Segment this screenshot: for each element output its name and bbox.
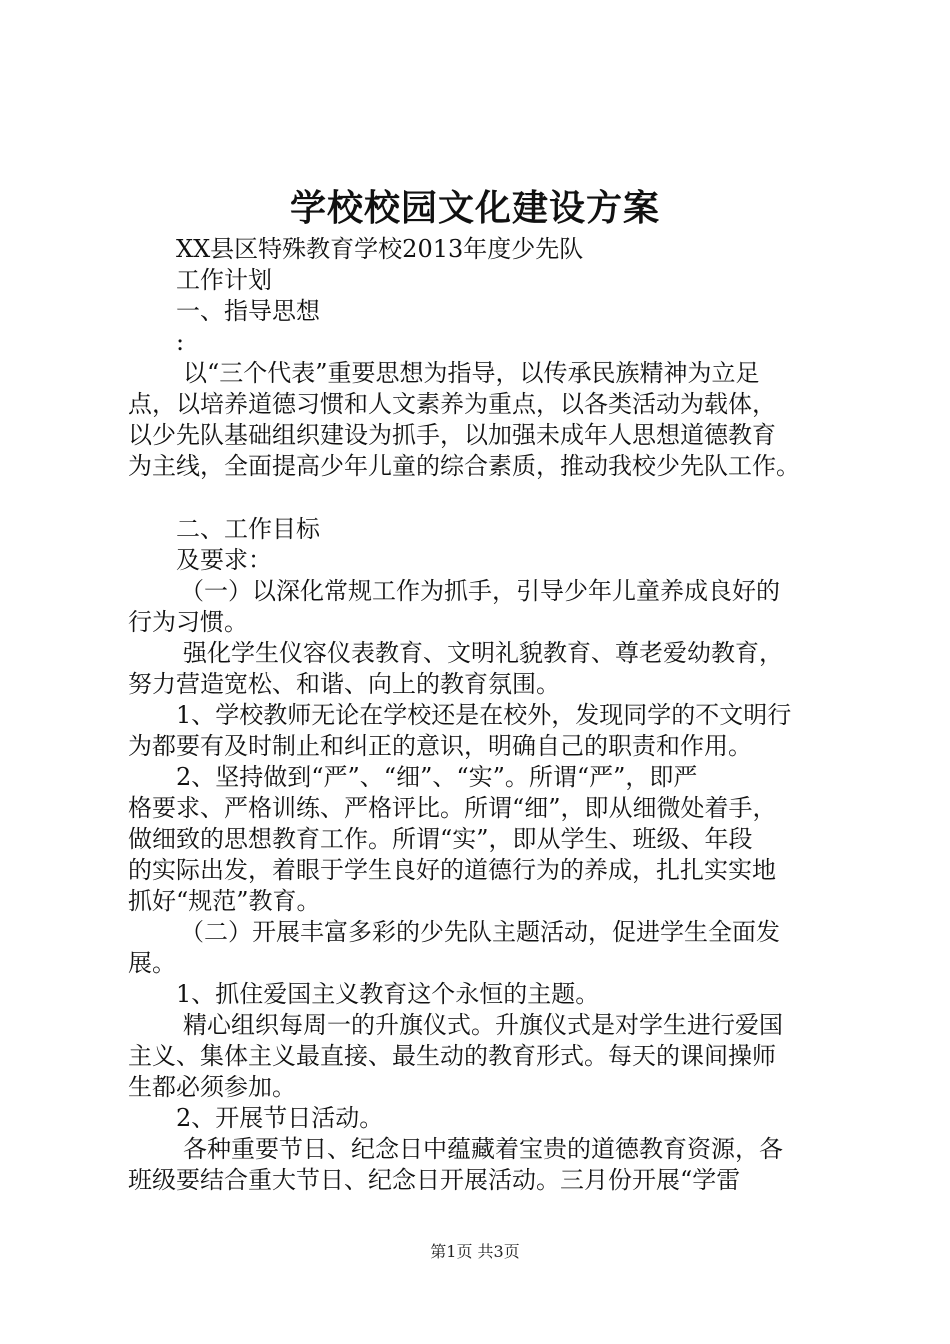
- subsection-heading: （一）以深化常规工作为抓手，引导少年儿童养成良好的: [180, 577, 780, 605]
- section-heading: 二、工作目标: [176, 515, 320, 543]
- paragraph-line: 生都必须参加。: [128, 1073, 296, 1101]
- paragraph-line: 点，以培养道德习惯和人文素养为重点，以各类活动为载体，: [128, 390, 776, 418]
- paragraph-line: 为都要有及时制止和纠正的意识，明确自己的职责和作用。: [128, 732, 752, 760]
- paragraph-line: 以少先队基础组织建设为抓手，以加强未成年人思想道德教育: [128, 421, 776, 449]
- paragraph-line: 努力营造宽松、和谐、向上的教育氛围。: [128, 670, 560, 698]
- paragraph-gap: [128, 482, 848, 514]
- paragraph-line: 强化学生仪容仪表教育、文明礼貌教育、尊老爱幼教育，: [183, 639, 783, 667]
- document-body: [128, 234, 848, 1196]
- paragraph-line: 为主线，全面提高少年儿童的综合素质，推动我校少先队工作。: [128, 452, 800, 480]
- paragraph-line: 以“三个代表”重要思想为指导，以传承民族精神为立足: [183, 359, 760, 387]
- paragraph-line: 抓好“规范”教育。: [128, 887, 321, 915]
- text-line: 及要求：: [176, 546, 272, 574]
- paragraph-line: 班级要结合重大节日、纪念日开展活动。三月份开展“学雷: [128, 1166, 741, 1194]
- text-line: 工作计划: [176, 266, 272, 294]
- document-title: 学校校园文化建设方案: [289, 187, 660, 229]
- paragraph-line: 各种重要节日、纪念日中蕴藏着宝贵的道德教育资源，各: [183, 1135, 783, 1163]
- paragraph-line: 1、学校教师无论在学校还是在校外，发现同学的不文明行: [176, 701, 792, 729]
- section-heading: 一、指导思想: [176, 297, 320, 325]
- paragraph-line: 精心组织每周一的升旗仪式。升旗仪式是对学生进行爱国: [183, 1011, 783, 1039]
- paragraph-line: 行为习惯。: [128, 608, 248, 636]
- paragraph-line: 的实际出发，着眼于学生良好的道德行为的养成，扎扎实实地: [128, 856, 776, 884]
- page-footer: 第1页 共3页: [430, 1242, 520, 1261]
- paragraph-line: 做细致的思想教育工作。所谓“实”，即从学生、班级、年段: [128, 825, 753, 853]
- text-line: XX县区特殊教育学校2013年度少先队: [176, 235, 584, 263]
- paragraph-line: 格要求、严格训练、严格评比。所谓“细”，即从细微处着手，: [128, 794, 777, 822]
- paragraph-line: 1、抓住爱国主义教育这个永恒的主题。: [176, 980, 600, 1008]
- paragraph-line: 2、开展节日活动。: [176, 1104, 384, 1132]
- paragraph-line: 展。: [128, 949, 176, 977]
- text-line: :: [176, 328, 185, 356]
- subsection-heading: （二）开展丰富多彩的少先队主题活动，促进学生全面发: [180, 918, 780, 946]
- paragraph-line: 2、坚持做到“严”、“细”、“实”。所谓“严”，即严: [176, 763, 698, 791]
- paragraph-line: 主义、集体主义最直接、最生动的教育形式。每天的课间操师: [128, 1042, 776, 1070]
